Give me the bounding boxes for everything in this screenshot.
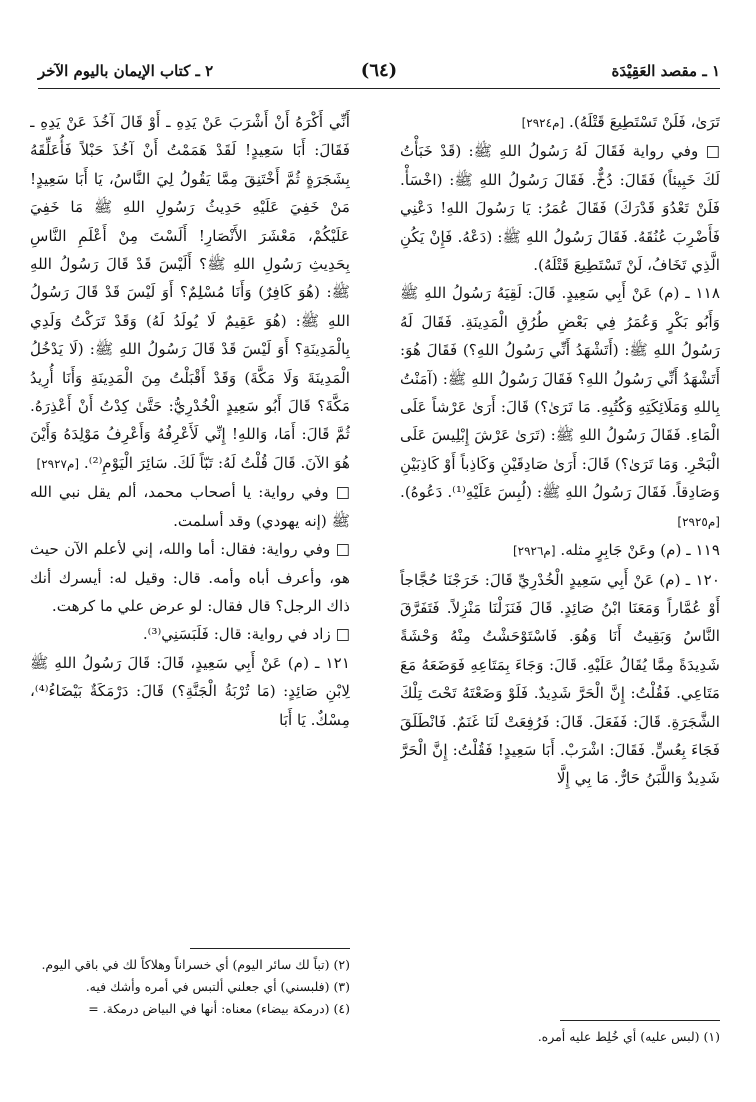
paragraph: ١١٨ ـ (م) عَنْ أَبِي سَعِيدٍ. قَالَ: لَقِيَهُ رَسُولُ اللهِ ﷺ وَأَبُو بَكْرٍ وَعُمَرُ فِي بَعْضِ طُرُقِ الْمَدِينَةِ. فَقَالَ لَهُ رَسُولُ اللهِ ﷺ: (أَتَشْهَدُ أَنِّي رَسُولُ اللهِ؟) فَقَالَ هُوَ: أَتَشْهَدُ أَنِّي رَسُولُ اللهِ؟ فَقَالَ رَسُولُ اللهِ ﷺ: (آمَنْتُ بِاللهِ وَمَلَائِكَتِهِ وَكُتُبِهِ. مَا تَرَىٰ؟) قَالَ: أَرَىٰ عَرْشاً عَلَى الْمَاءِ. فَقَالَ رَسُولُ اللهِ ﷺ: (تَرَىٰ عَرْشَ إِبْلِيسَ عَلَى الْبَحْرِ. وَمَا تَرَىٰ؟) قَالَ: أَرَىٰ صَادِقَيْنِ وَكَاذِباً أَوْ كَاذِبَيْنِ وَصَادِقاً. فَقَالَ رَسُولُ اللهِ ﷺ: (لُبِسَ عَلَيْهِ⁽¹⁾. دَعُوهُ). [م٢٩٢٥] [400, 284, 720, 529]
footnote: (٤) (درمكة بيضاء) معناه: أنها في البياض درمكة. = [88, 1001, 350, 1016]
hadith-reference: [م٢٩٢٥] [677, 514, 720, 529]
footnote-divider [560, 1020, 720, 1021]
hadith-reference: [م٢٩٢٦] [512, 544, 556, 559]
paragraph: □ زاد في رواية: قال: فَلَبَسَنِي⁽³⁾. [142, 625, 350, 644]
hadith-reference: [م٢٩٢٤] [521, 116, 565, 130]
footnote-divider [190, 948, 350, 949]
left-text-column [30, 108, 350, 993]
page-number: (٦٤) [360, 60, 398, 81]
paragraph: ١١٩ ـ (م) وعَنْ جَابِرٍ مثله. [م٢٩٢٦] [512, 541, 720, 560]
header-chapter-title: ٢ ـ كتاب الإيمان باليوم الآخر [38, 62, 214, 80]
paragraph: ١٢٠ ـ (م) عَنْ أَبِي سَعِيدٍ الْخُدْرِيِّ قَالَ: خَرَجْنَا حُجَّاجاً أَوْ عُمَّاراً وَمَعَنَا ابْنُ صَائِدٍ. قَالَ فَنَزَلْنَا مَنْزِلاً. فَتَفَرَّقَ النَّاسُ وَبَقِيتُ أَنَا وَهُوَ. فَاسْتَوْحَشْتُ مِنْهُ وَحْشَةً شَدِيدَةً مِمَّا يُقَالُ عَلَيْهِ. قَالَ: وَجَاءَ بِمَتَاعِهِ فَوَضَعَهُ مَعَ مَتَاعِي. فَقُلْتُ: إِنَّ الْحَرَّ شَدِيدٌ. فَلَوْ وَضَعْتَهُ تَحْتَ تِلْكَ الشَّجَرَةِ. قَالَ: فَفَعَلَ. قَالَ: فَرُفِعَتْ لَنَا غَنَمٌ. فَانْطَلَقَ فَجَاءَ بِعُسٍّ. فَقَالَ: اشْرَبْ. أَبَا سَعِيدٍ! فَقُلْتُ: إِنَّ الْحَرَّ شَدِيدٌ وَاللَّبَنُ حَارٌّ. مَا بِي إِلَّا [400, 570, 720, 788]
paragraph: □ وفي رواية: فقال: أما والله، إني لأعلم الآن حيث هو، وأعرف أباه وأمه. قال: وقيل له: أيسرك أنك ذاك الرجل؟ قال فقال: لو عرض علي ما كرهت. [30, 540, 350, 615]
paragraph: تَرَىٰ، فَلَنْ تَسْتَطِيعَ قَتْلَهُ). [م٢٩٢٤] [521, 113, 720, 131]
footnote: (١) (لبس عليه) أي خُلِط عليه أمره. [537, 1029, 720, 1044]
footnote: (٣) (فلبسني) أي جعلني ألتبس في أمره وأشك فيه. [85, 979, 350, 994]
footnote: (٢) (تباً لك سائر اليوم) أي خسراناً وهلاكاً لك في باقي اليوم. [41, 957, 350, 972]
right-text-column [400, 108, 720, 993]
header-section-title: ١ ـ مقصد العَقِيْدَة [611, 62, 720, 80]
paragraph: □ وفي رواية فَقَالَ لَهُ رَسُولُ اللهِ ﷺ: (قَدْ خَبَأْتُ لَكَ خَبِيئاً) فَقَالَ: دُخٌّ. فَقَالَ رَسُولُ اللهِ ﷺ: (اخْسَأْ. فَلَنْ تَعْدُوَ قَدْرَكَ) فَقَالَ عُمَرُ: يَا رَسُولَ اللهِ! دَعْنِي فَأَضْرِبَ عُنُقَهُ. فَقَالَ رَسُولُ اللهِ ﷺ: (دَعْهُ. فَإِنْ يَكُنِ الَّذِي تَخَافُ، لَنْ تَسْتَطِيعَ قَتْلَهُ). [400, 142, 720, 275]
paragraph: ١٢١ ـ (م) عَنْ أَبِي سَعِيدٍ، قَالَ: قَالَ رَسُولُ اللهِ ﷺ لِابْنِ صَائِدٍ: (مَا تُرْبَةُ الْجَنَّةِ؟) قَالَ: دَرْمَكَةٌ بَيْضَاءُ⁽⁴⁾، مِسْكٌ. يَا أَبَا [30, 653, 350, 729]
footnotes-left [30, 954, 350, 1020]
page-header [38, 58, 720, 89]
paragraph: □ وفي رواية: يا أصحاب محمد، ألم يقل نبي الله ﷺ (إنه يهودي) وقد أسلمت. [30, 483, 350, 530]
paragraph: أَنِّي أَكْرَهُ أَنْ أَشْرَبَ عَنْ يَدِهِ ـ أَوْ قَالَ آخُذَ عَنْ يَدِهِ ـ فَقَالَ: أَبَا سَعِيدٍ! لَقَدْ هَمَمْتُ أَنْ آخُذَ حَبْلاً فَأُعَلِّقَهُ بِشَجَرَةٍ ثُمَّ أَخْتَنِقَ مِمَّا يَقُولُ لِيَ النَّاسُ، يَا أَبَا سَعِيدٍ! مَنْ خَفِيَ عَلَيْهِ حَدِيثُ رَسُولِ اللهِ ﷺ مَا خَفِيَ عَلَيْكُمْ، مَعْشَرَ الأَنْصَارِ! أَلَسْتَ مِنْ أَعْلَمِ النَّاسِ بِحَدِيثِ رَسُولِ اللهِ ﷺ؟ أَلَيْسَ قَدْ قَالَ رَسُولُ اللهِ ﷺ: (هُوَ كَافِرٌ) وَأَنَا مُسْلِمٌ؟ أَوَ لَيْسَ قَدْ قَالَ رَسُولُ اللهِ ﷺ: (هُوَ عَقِيمٌ لَا يُولَدُ لَهُ) وَقَدْ تَرَكْتُ وَلَدِي بِالْمَدِينَةِ؟ أَوَ لَيْسَ قَدْ قَالَ رَسُولُ اللهِ ﷺ: (لَا يَدْخُلُ الْمَدِينَةَ وَلَا مَكَّةَ) وَقَدْ أَقْبَلْتُ مِنَ الْمَدِينَةِ وَأَنَا أُرِيدُ مَكَّةَ؟ قَالَ أَبُو سَعِيدٍ الْخُدْرِيُّ: حَتَّىٰ كِدْتُ أَنْ أَعْذِرَهُ. ثُمَّ قَالَ: أَمَا، وَاللهِ! إِنِّي لَأَعْرِفُهُ وَأَعْرِفُ مَوْلِدَهُ وَأَيْنَ هُوَ الآنَ. قَالَ قُلْتُ لَهُ: تَبّاً لَكَ. سَائِرَ الْيَوْمِ⁽²⁾. [م٢٩٢٧] [30, 113, 350, 472]
hadith-reference: [م٢٩٢٧] [36, 456, 80, 471]
footnotes-right [400, 1026, 720, 1048]
